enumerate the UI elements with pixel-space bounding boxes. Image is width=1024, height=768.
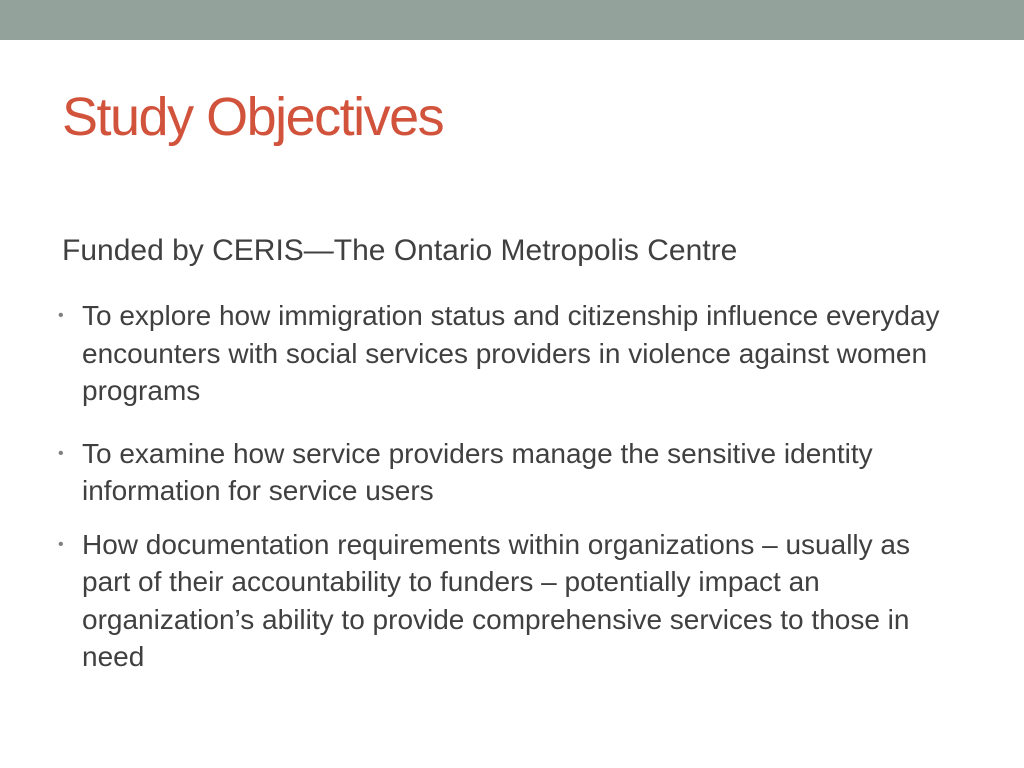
- objective-text: To examine how service providers manage the sensitive identity information for service users: [82, 437, 873, 506]
- objective-item: [58, 526, 958, 676]
- objectives-list: [58, 297, 958, 676]
- bullet-icon: •: [58, 444, 64, 462]
- bullet-icon: •: [58, 307, 64, 324]
- slide-title: Study Objectives: [62, 87, 444, 147]
- objective-item: [58, 435, 958, 510]
- objective-item: [58, 297, 958, 410]
- objective-text: How documentation requirements within organizations – usually as part of their accountability to funders – potentially impact an organization’s ability to provide comprehensive services to those in need: [82, 528, 910, 672]
- slide-subtitle: Funded by CERIS—The Ontario Metropolis Centre: [62, 234, 738, 267]
- objective-text: To explore how immigration status and citizenship influence everyday encounters with social services providers in violence against women programs: [82, 300, 940, 406]
- bullet-icon: •: [58, 535, 64, 553]
- top-accent-bar: [0, 0, 1024, 40]
